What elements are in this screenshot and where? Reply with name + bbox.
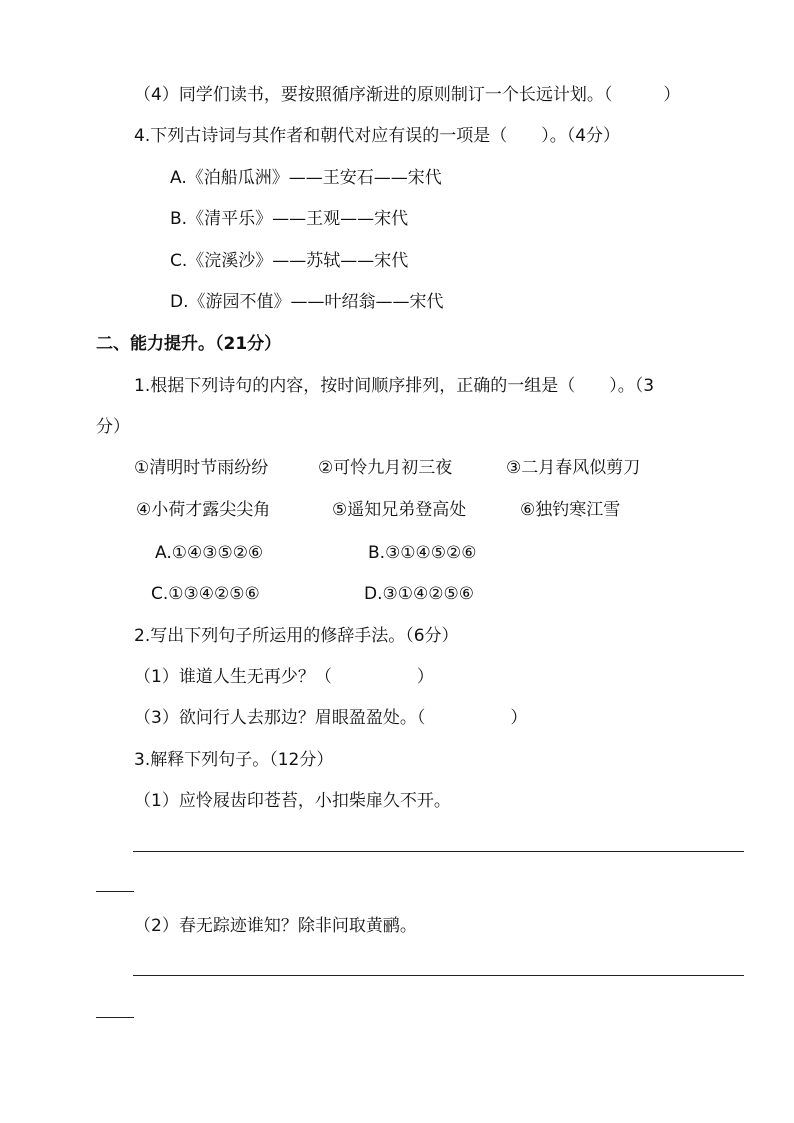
question-4-option-a: A.《泊船瓜洲》——王安石——宋代 [170, 168, 442, 188]
section-2-title: 二、能力提升。（21分） [96, 334, 282, 354]
answer-line[interactable] [133, 975, 744, 976]
poem-line-2: ②可怜九月初三夜 [318, 458, 453, 478]
poem-line-3: ③二月春风似剪刀 [506, 458, 641, 478]
s2-question-2-item-3: （3）欲问行人去那边？眉眼盈盈处。（ ） [134, 708, 528, 728]
poem-line-5: ⑤遥知兄弟登高处 [332, 500, 467, 520]
s2-question-3-stem: 3.解释下列句子。（12分） [134, 750, 334, 770]
poem-line-4: ④小荷才露尖尖角 [136, 500, 271, 520]
s2-question-1-stem: 1.根据下列诗句的内容，按时间顺序排列，正确的一组是（ ）。（3 [134, 376, 655, 396]
poem-line-6: ⑥独钓寒江雪 [520, 500, 621, 520]
poem-line-1: ①清明时节雨纷纷 [134, 458, 269, 478]
s2-question-1-choice-a: A.①④③⑤②⑥ [155, 543, 264, 563]
s2-question-1-choice-d: D.③①④②⑤⑥ [364, 584, 474, 604]
question-4-option-b: B.《清平乐》——王观——宋代 [170, 209, 409, 229]
s2-question-2-item-1: （1）谁道人生无再少？（ ） [134, 667, 434, 687]
s2-question-3-item-2: （2）春无踪迹谁知？除非问取黄鹂。 [134, 916, 417, 936]
s2-question-2-stem: 2.写出下列句子所运用的修辞手法。（6分） [134, 626, 459, 646]
answer-line-tail [96, 891, 134, 892]
question-3-item-4: （4）同学们读书，要按照循序渐进的原则制订一个长远计划。（ ） [134, 85, 681, 105]
question-4-stem: 4.下列古诗词与其作者和朝代对应有误的一项是（ ）。（4分） [134, 126, 621, 146]
s2-question-1-choice-c: C.①③④②⑤⑥ [151, 584, 260, 604]
answer-line-tail [96, 1017, 134, 1018]
question-4-option-c: C.《浣溪沙》——苏轼——宋代 [170, 251, 409, 271]
s2-question-1-choice-b: B.③①④⑤②⑥ [368, 543, 477, 563]
answer-line[interactable] [133, 851, 744, 852]
question-4-option-d: D.《游园不值》——叶绍翁——宋代 [170, 292, 444, 312]
s2-question-3-item-1: （1）应怜屐齿印苍苔，小扣柴扉久不开。 [134, 791, 451, 811]
s2-question-1-stem-cont: 分） [96, 417, 130, 437]
